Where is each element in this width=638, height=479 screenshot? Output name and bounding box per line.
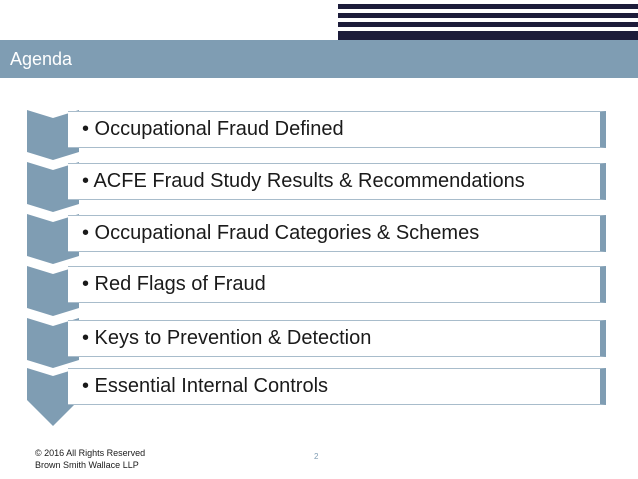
header-stripe bbox=[338, 13, 638, 18]
header-stripe bbox=[338, 22, 638, 27]
agenda-item-label: • Keys to Prevention & Detection bbox=[82, 327, 372, 349]
agenda-item bbox=[68, 266, 606, 303]
header-stripe bbox=[338, 4, 638, 9]
footer bbox=[35, 447, 145, 471]
agenda-item-label: • Red Flags of Fraud bbox=[82, 273, 266, 295]
agenda-item-label: • Occupational Fraud Categories & Schemes bbox=[82, 222, 480, 244]
title-bar bbox=[0, 40, 638, 78]
page-number: 2 bbox=[314, 452, 319, 461]
agenda-item-label: • Occupational Fraud Defined bbox=[82, 118, 344, 140]
agenda-item bbox=[68, 215, 606, 252]
agenda-item bbox=[68, 163, 606, 200]
agenda-item-label: • Essential Internal Controls bbox=[82, 375, 329, 397]
agenda-item bbox=[68, 368, 606, 405]
agenda-item bbox=[68, 111, 606, 148]
header-stripe bbox=[338, 31, 638, 40]
agenda-item bbox=[68, 320, 606, 357]
slide-title: Agenda bbox=[10, 49, 73, 69]
agenda-item-label: • ACFE Fraud Study Results & Recommendations bbox=[82, 170, 525, 192]
copyright-text: © 2016 All Rights Reserved bbox=[35, 448, 146, 458]
company-name: Brown Smith Wallace LLP bbox=[35, 460, 139, 470]
